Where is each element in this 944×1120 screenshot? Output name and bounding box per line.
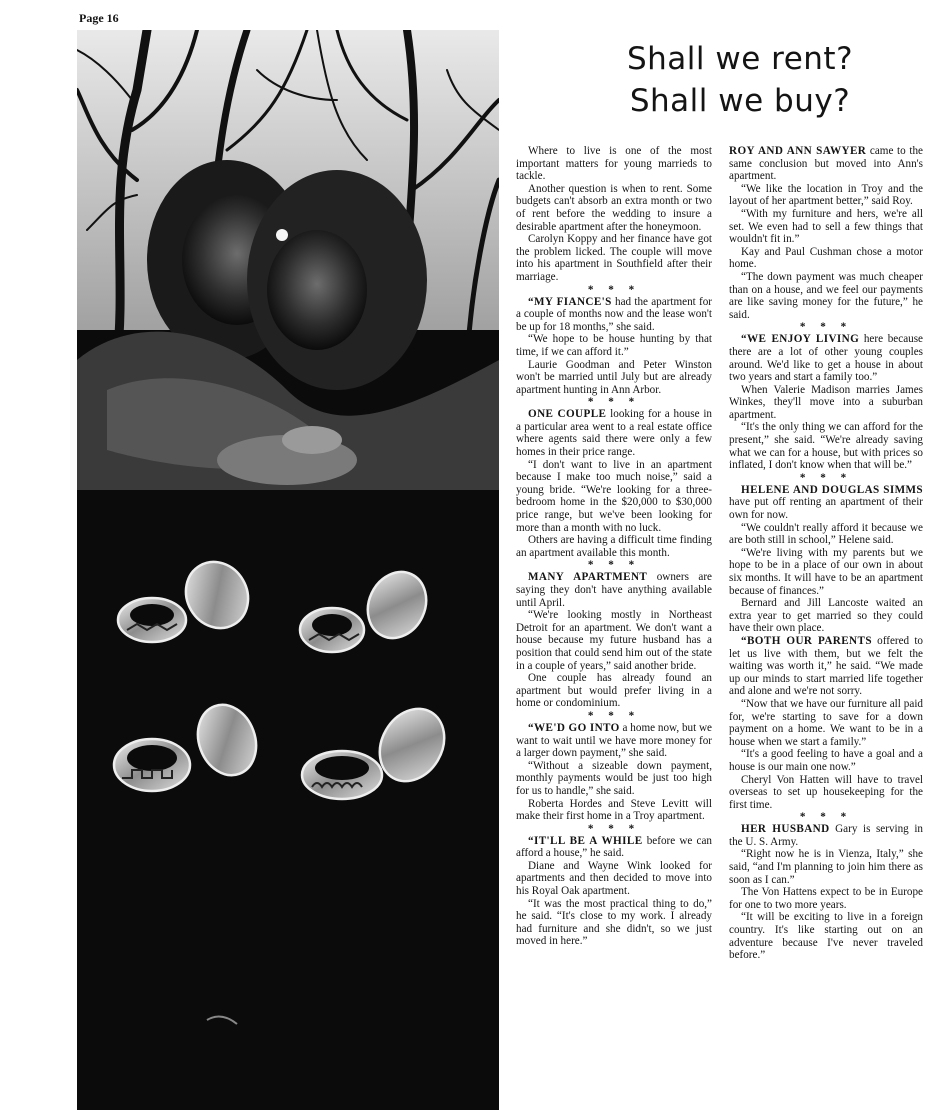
paragraph-lead-in: ONE COUPLE — [528, 408, 607, 421]
section-separator: * * * — [587, 559, 641, 572]
paragraph-text: “I don't want to live in an apartment because I make too much noise,” said a young bride. “We're looking for a three-bedroom home in the $20,000 to $30,000 price range, but we've been looking for more than a month with no luck. — [516, 458, 712, 534]
paragraph-text: “It will be exciting to live in a foreign country. It's like starting out on an adventure because I've never traveled before.” — [729, 911, 923, 962]
paragraph-text: “The down payment was much cheaper than on a house, and we feel our payments are like saving money for the future,” he said. — [729, 270, 923, 321]
article-paragraph — [729, 597, 923, 635]
article-paragraph — [516, 459, 712, 535]
headline-line-1: Shall we rent? — [626, 41, 854, 77]
headline — [560, 38, 920, 122]
paragraph-text: Others are having a difficult time finding an apartment available this month. — [516, 534, 712, 559]
paragraph-text: Another question is when to rent. Some budgets can't absorb an extra month or two of rent before the wedding to insure a desirable apartment after the honeymoon. — [516, 182, 712, 233]
article-paragraph — [516, 534, 712, 559]
article-paragraph — [516, 898, 712, 948]
article-paragraph — [516, 672, 712, 710]
article-paragraph — [729, 183, 923, 208]
paragraph-text: “With my furniture and hers, we're all set. We even had to sell a few things that wouldn't fit in.” — [729, 207, 923, 246]
section-separator: * * * — [587, 822, 641, 835]
paragraph-text: Bernard and Jill Lancoste waited an extra year to get married so they could have their own place. — [729, 597, 923, 635]
paragraph-text: looking for a house in a particular area went to a real estate office where agents said there were only a few homes in their price range. — [516, 408, 712, 459]
article-paragraph — [729, 911, 923, 961]
article-paragraph — [729, 698, 923, 748]
paragraph-text: had the apartment for a couple of months now and the lease won't be up for 18 months,” she said. — [516, 295, 712, 333]
paragraph-text: Laurie Goodman and Peter Winston won't be married until July but are already apartment hunting in Ann Arbor. — [516, 358, 712, 396]
article-paragraph — [516, 333, 712, 358]
article-paragraph — [729, 421, 923, 471]
paragraph-text: Diane and Wayne Wink looked for apartments and then decided to move into his Royal Oak apartment. — [516, 859, 712, 898]
article-paragraph — [516, 609, 712, 672]
article-paragraph — [516, 860, 712, 898]
paragraph-lead-in: “WE ENJOY LIVING — [741, 333, 860, 346]
paragraph-text: came to the same conclusion but moved into Ann's apartment. — [729, 145, 923, 183]
article-paragraph — [516, 233, 712, 283]
paragraph-lead-in: “WE'D GO INTO — [528, 721, 620, 734]
article-paragraph — [729, 748, 923, 773]
article-paragraph — [516, 296, 712, 334]
article-paragraph — [729, 484, 923, 522]
paragraph-text: before we can afford a house,” he said. — [516, 834, 712, 860]
wedding-rings-photo — [77, 30, 499, 1110]
paragraph-lead-in: HELENE AND DOUGLAS SIMMS — [741, 483, 923, 496]
article-paragraph — [729, 547, 923, 597]
article-paragraph — [516, 722, 712, 760]
paragraph-text: Cheryl Von Hatten will have to travel overseas to set up housekeeping for the first time. — [729, 773, 923, 811]
section-separator: * * * — [799, 471, 853, 484]
article-paragraph — [729, 333, 923, 383]
article-paragraph — [516, 798, 712, 823]
paragraph-text: One couple has already found an apartment but would prefer living in a home or condominium. — [516, 672, 712, 710]
article-paragraph — [516, 835, 712, 860]
paragraph-text: “We hope to be house hunting by that time, if we can afford it.” — [516, 333, 712, 358]
article-paragraph — [516, 760, 712, 798]
paragraph-text: a home now, but we want to wait until we have more money for a larger down payment,” she said. — [516, 721, 712, 760]
paragraph-lead-in: HER HUSBAND — [741, 823, 830, 836]
section-separator: * * * — [587, 396, 641, 409]
paragraph-lead-in: MANY APARTMENT — [528, 571, 648, 584]
paragraph-text: “We couldn't really afford it because we are both still in school,” Helene said. — [729, 521, 923, 547]
article-paragraph — [729, 522, 923, 547]
paragraph-text: offered to let us live with them, but we felt the waiting was worth it,” he said. “We made up our minds to start married life together and alone and we're not sorry. — [729, 634, 923, 698]
article-paragraph — [729, 246, 923, 271]
article-paragraph — [516, 145, 712, 183]
article-paragraph — [516, 359, 712, 397]
article-column-2 — [729, 145, 923, 962]
article-paragraph — [516, 183, 712, 233]
paragraph-text: “We're looking mostly in Northeast Detroit for an apartment. We don't want a house because my future husband has a position that could send him out of the state in a couple of years,” said another bride. — [516, 609, 712, 672]
article-paragraph — [516, 571, 712, 609]
paragraph-text: Roberta Hordes and Steve Levitt will make their first home in a Troy apartment. — [516, 797, 712, 823]
article-paragraph — [729, 848, 923, 886]
paragraph-text: here because there are a lot of other young couples around. We'd like to get a house in about two years and start a family too.” — [729, 333, 923, 384]
paragraph-text: Where to live is one of the most important matters for young marrieds to tackle. — [516, 145, 712, 183]
paragraph-text: When Valerie Madison marries James Winkes, they'll move into a suburban apartment. — [729, 383, 923, 421]
paragraph-text: “It's a good feeling to have a goal and a house is our main one now.” — [729, 748, 923, 773]
paragraph-text: “We like the location in Troy and the layout of her apartment better,” said Roy. — [729, 182, 923, 208]
section-separator: * * * — [587, 709, 641, 722]
paragraph-text: Carolyn Koppy and her finance have got the problem licked. The couple will move into his apartment in Southfield after their marriage. — [516, 233, 712, 283]
paragraph-text: Gary is serving in the U. S. Army. — [729, 823, 923, 848]
article-paragraph — [516, 408, 712, 458]
paragraph-lead-in: “BOTH OUR PARENTS — [741, 634, 872, 647]
headline-line-2: Shall we buy? — [629, 83, 851, 119]
paragraph-text: “It was the most practical thing to do,” he said. “It's close to my work. I already had furniture and she didn't, so we just moved in here.” — [516, 897, 712, 948]
paragraph-lead-in: ROY AND ANN SAWYER — [729, 145, 867, 157]
article-paragraph — [729, 384, 923, 422]
paragraph-lead-in: “MY FIANCE'S — [528, 295, 612, 308]
paragraph-text: “Right now he is in Vienza, Italy,” she said, “and I'm planning to join him there as soon as I can.” — [729, 848, 923, 886]
paragraph-text: “Now that we have our furniture all paid for, we're starting to save for a down payment on a home. We want to be in a house when we start a family.” — [729, 697, 923, 748]
paragraph-text: owners are saying they don't have anything available until April. — [516, 571, 712, 609]
article-paragraph — [729, 774, 923, 812]
section-separator: * * * — [799, 811, 853, 824]
article-paragraph — [729, 145, 923, 183]
article-paragraph — [729, 886, 923, 911]
article-paragraph — [729, 823, 923, 848]
paragraph-text: “Without a sizeable down payment, monthly payments would be just too high for us to handle,” she said. — [516, 759, 712, 797]
paragraph-text: “It's the only thing we can afford for the present,” she said. “We're already saving what we can for a house, but with prices so inflated, I don't know when that will be.” — [729, 421, 923, 472]
paragraph-text: The Von Hattens expect to be in Europe for one to two more years. — [729, 886, 923, 911]
article-paragraph — [729, 635, 923, 698]
photo-illustration — [77, 30, 499, 1110]
page-number: Page 16 — [79, 11, 119, 25]
paragraph-text: have put off renting an apartment of their own for now. — [729, 496, 923, 522]
article-paragraph — [729, 271, 923, 321]
article-column-1 — [516, 145, 712, 948]
article-paragraph — [729, 208, 923, 246]
paragraph-text: Kay and Paul Cushman chose a motor home. — [729, 245, 923, 271]
section-separator: * * * — [799, 321, 853, 334]
paragraph-text: “We're living with my parents but we hope to be in a place of our own in about six months. It will have to be an apartment because of finances.” — [729, 546, 923, 597]
section-separator: * * * — [587, 283, 641, 296]
paragraph-lead-in: “IT'LL BE A WHILE — [528, 834, 643, 847]
